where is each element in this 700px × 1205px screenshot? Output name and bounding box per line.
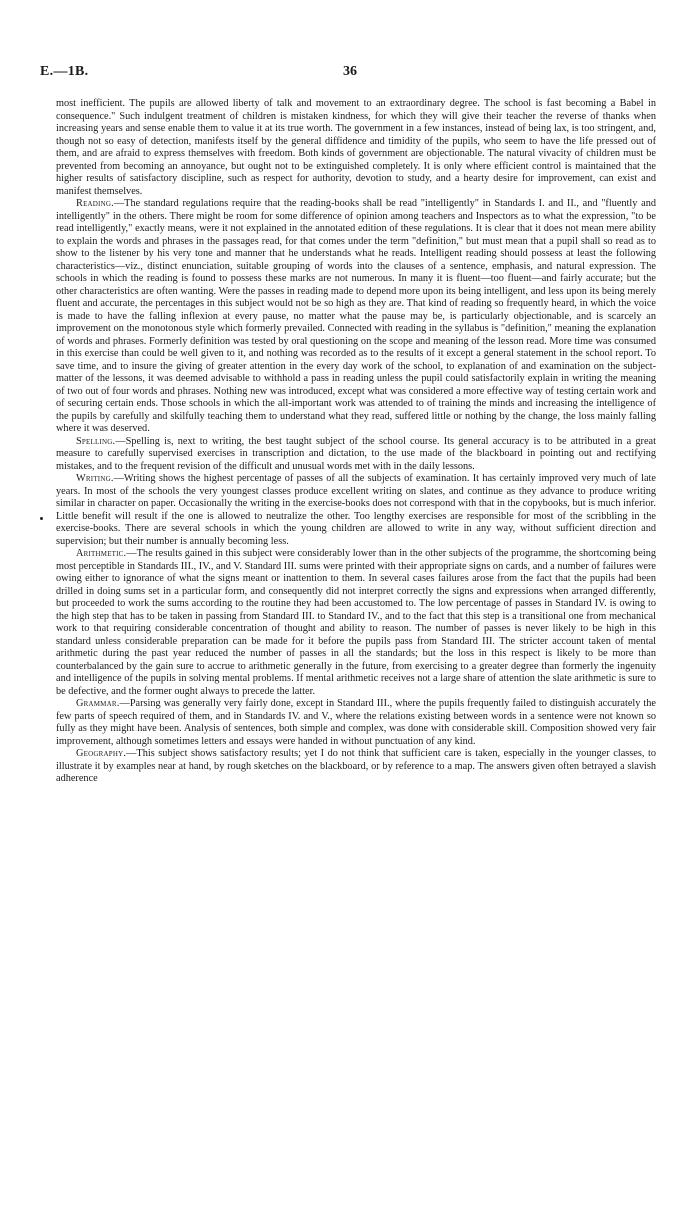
section-heading-spelling: Spelling. xyxy=(76,435,116,447)
section-heading-arithmetic: Arithmetic. xyxy=(76,548,127,559)
section-heading-grammar: Grammar. xyxy=(76,698,120,709)
paragraph-text: —The results gained in this subject were considerably lower than in the other subjects of the programme, the shortcoming being most perceptible in Standards III., IV., and V. Standard III. sums were printed with their appropriate signs on cards, and a number of failures were owing either to ignorance of what the signs meant or inattention to them. In several cases failures arose from the fact that the pupils had been drilled in doing sums set in a particular form, and consequently did not interpret correctly the signs and expressions when arranged differently, but proceeded to work the sums according to the routine they had been accustomed to. The low percentage of passes in Standard IV. is owing to the high step that has to be taken in passing from Standard III. to Standard IV., and to the fact that this step is a transitional one from mechanical work to that requiring considerable concentration of thought and ability to reason. The number of passes is never likely to be high in this standard unless considerable preparation can be made for it before the pupils pass from Standard III. The stricter account taken of mental arithmetic during the past year reduced the number of passes in all the standards; but the loss in this respect is likely to be more than counterbalanced by the gain sure to accrue to arithmetic generally in the future, from exercising to a greater degree than formerly the ingenuity and intelligence of the pupils in solving mental problems. If mental arithmetic receives not a large share of attention the slate arithmetic is sure to be defective, and the former ought always to precede the latter. xyxy=(56,548,656,697)
section-heading-geography: Geography. xyxy=(76,748,127,759)
document-reference: E.—1B. xyxy=(40,64,89,79)
paragraph-text: —Writing shows the highest percentage of passes of all the subjects of examination. It has certainly improved very much of late years. In most of the schools the very youngest classes produce excellent writing on slates, and continue as they advance to produce writing similar in character on paper. Occasionally the writing in the exercise-books does not correspond with that in the copybooks, but is much inferior. Little benefit will result if the one is allowed to neutralize the other. Too lengthy exercises are responsible for most of the scribbling in the exercise-books. There are several schools in which the young children are allowed to write in any way, without sufficient direction and supervision; but their number is annually becoming less. xyxy=(56,473,656,547)
paragraph-grammar xyxy=(56,698,656,748)
section-heading-reading: Reading. xyxy=(76,198,114,209)
margin-mark xyxy=(40,517,43,520)
paragraph-arithmetic xyxy=(56,548,656,698)
paragraph-text: —Parsing was generally very fairly done, except in Standard III., where the pupils frequently failed to distinguish accurately the few parts of speech required of them, and in Standards IV. and V., where the relations existing between words in a sentence were not known so fully as they might have been. Analysis of sentences, both simple and complex, was done with considerable skill. Composition showed very fair improvement, although sometimes letters and essays were handed in without punctuation of any kind. xyxy=(56,698,656,747)
paragraph-text: —The standard regulations require that the reading-books shall be read "intelligently" in Standards I. and II., and "fluently and intelligently" in the others. There might be room for some difference of opinion among teachers and Inspectors as to what the expression, "to be read intelligently," exactly means, were it not explained in the annotated edition of these regulations. It is clear that it does not mean mere ability to explain the words and phrases in the passages read, for that comes under the term "definition," but must mean that a pupil shall so read as to show to the listener by his very tone and manner that he understands what he reads. Intelligent reading should possess at least the following characteristics—viz., distinct enunciation, suitable grouping of words into the clauses of a sentence, emphasis, and natural expression. The schools in which the reading is found to possess these marks are not numerous. In many it is fluent—too fluent—and fairly accurate; but the other characteristics are often wanting. Were the passes in reading made to depend more upon its being intelligent, and less upon its being merely fluent and accurate, the percentages in this subject would not be so high as they are. That kind of reading so frequently heard, in which the voice is made to have the falling inflexion at every pause, no matter what the pause may be, is particularly objectionable, and is scarcely an improvement on the monotonous style which formerly prevailed. Connected with reading in the syllabus is "definition," meaning the explanation of words and phrases. Formerly definition was tested by oral questioning on the scope and meaning of the lesson read. More time was consumed in this exercise than could be well given to it, and nothing was recorded as to the results of it except a general statement in the school report. To save time, and to insure the giving of greater attention in the every day work of the school, to explanation of and examination on the subject-matter of the lessons, it was deemed advisable to withhold a pass in reading unless the pupil could satisfactorily explain in writing the meaning of two out of four words and phrases. Nothing new was introduced, except what was considered a more effective way of testing certain work and of securing certain ends. Those schools in which the all-important work was attended to of training the minds and increasing the intelligence of the pupils by carefully and skilfully teaching them to understand what they read, suffered little or nothing by the change, the loss mainly falling where it was deserved. xyxy=(56,198,656,434)
paragraph-reading xyxy=(56,198,656,436)
body-text xyxy=(56,98,656,786)
paragraph-writing xyxy=(56,473,656,548)
page-header xyxy=(40,64,660,84)
paragraph-spelling xyxy=(56,436,656,474)
paragraph-text: —Spelling is, next to writing, the best taught subject of the school course. Its general accuracy is to be attributed in a great measure to carefully supervised exercises in transcription and dictation, to the use made of the blackboard in pointing out and rectifying mistakes, and to the frequent revision of the difficult and unusual words met with in the daily lessons. xyxy=(56,435,656,472)
section-heading-writing: Writing. xyxy=(76,473,114,484)
paragraph-text: most inefficient. The pupils are allowed liberty of talk and movement to an extraordinary degree. The school is fast becoming a Babel in consequence." Such indulgent treatment of children is mistaken kindness, for which they will give their teacher the reverse of thanks when increasing years and sense enable them to value it at its true worth. The government in a few instances, instead of being lax, is too stringent, and, though not so easy of detection, manifests itself by the general diffidence and timidity of the pupils, who seem to have the life pressed out of them, and are afraid to express themselves with freedom. Both kinds of government are objectionable. The natural vivacity of children must be prevented from becoming an annoyance, but ought not to be extinguished completely. It is only where efficient control is maintained that the higher results of satisfactory discipline, such as respect for authority, devotion to study, and a hearty desire for improvement, can exist and manifest themselves. xyxy=(56,98,656,197)
paragraph-text: —This subject shows satisfactory results; yet I do not think that sufficient care is taken, especially in the younger classes, to illustrate it by examples near at hand, by rough sketches on the blackboard, or by reference to a map. The answers given often betrayed a slavish adherence xyxy=(56,748,656,784)
page-number: 36 xyxy=(343,64,357,79)
paragraph-geography xyxy=(56,748,656,786)
paragraph-discipline xyxy=(56,98,656,198)
